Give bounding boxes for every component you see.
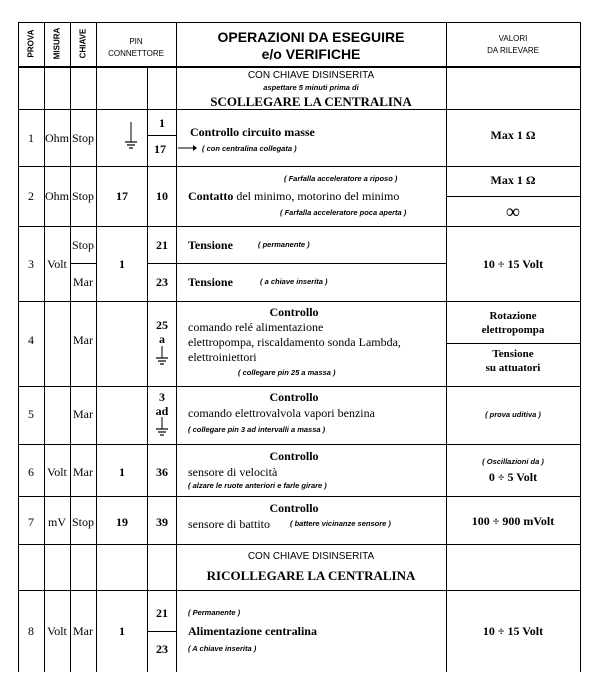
section-end-line1: CON CHIAVE DISINSERITA [247, 551, 375, 562]
row-divider [18, 66, 581, 68]
row5-title: Controllo [269, 390, 319, 404]
row4-line2: elettropompa, riscaldamento sonda Lambda, [188, 335, 401, 349]
ground-icon [155, 417, 169, 439]
header-valori: VALORI [498, 34, 528, 43]
row6-title: Controllo [269, 449, 319, 463]
row3-note1: ( permanente ) [258, 240, 310, 249]
row8-value: 10 ÷ 15 Volt [482, 624, 544, 638]
row7-misura: mV [48, 515, 66, 529]
row1-pin-b: 17 [154, 142, 166, 156]
row2-note1: ( Farfalla acceleratore a riposo ) [284, 174, 398, 183]
header-rilevare: DA RILEVARE [487, 46, 539, 55]
row3-chiave-b: Mar [73, 275, 93, 289]
row1-prova: 1 [28, 131, 34, 145]
row4-pin-1: 25 [156, 318, 168, 332]
row4-note: ( collegare pin 25 a massa ) [238, 368, 336, 377]
row6-pin-b: 36 [156, 465, 168, 479]
row4-line3: elettroiniettori [188, 350, 257, 364]
header-connettore: CONNETTORE [108, 49, 164, 58]
row6-value1: ( Oscillazioni da ) [482, 457, 544, 466]
section-start-line1: CON CHIAVE DISINSERITA [247, 70, 375, 81]
row4-value1-a: Rotazione [489, 310, 537, 322]
col-divider [96, 22, 97, 672]
row1-operation: Controllo circuito masse [190, 125, 315, 139]
row3-op2: Tensione [188, 275, 233, 289]
col-divider [147, 66, 148, 672]
row3-prova: 3 [28, 257, 34, 271]
row-divider [18, 496, 581, 497]
row6-pin-a: 1 [119, 465, 125, 479]
row3-op1: Tensione [188, 238, 233, 252]
header-pin: PIN [129, 37, 143, 46]
row5-note: ( collegare pin 3 ad intervalli a massa ) [188, 425, 326, 434]
row8-pin-a: 1 [119, 624, 125, 638]
row6-value2: 0 ÷ 5 Volt [488, 470, 538, 484]
row3-pin-a: 1 [119, 257, 125, 271]
col-divider [446, 22, 447, 672]
row3-chiave-a: Stop [71, 238, 95, 252]
row6-misura: Volt [47, 465, 67, 479]
col-divider [70, 22, 71, 672]
row2-value1: Max 1 Ω [490, 173, 536, 187]
row1-pin-a: 1 [159, 116, 165, 130]
row-divider [18, 226, 581, 227]
row2-value2: ∞ [505, 201, 521, 223]
row-divider [18, 109, 581, 110]
row7-line1: sensore di battito [188, 517, 270, 531]
row8-note1: ( Permanente ) [188, 608, 241, 617]
row6-note: ( alzare le ruote anteriori e farle girare ) [188, 481, 327, 490]
section-end-line2: RICOLLEGARE LA CENTRALINA [206, 568, 416, 583]
row-divider [18, 444, 581, 445]
row2-pin-a: 17 [116, 189, 128, 203]
sub-divider [446, 196, 581, 197]
row3-note2: ( a chiave inserita ) [260, 277, 328, 286]
row1-note: ( con centralina collegata ) [202, 144, 297, 153]
row1-value: Max 1 Ω [490, 128, 536, 142]
row7-pin-b: 39 [156, 515, 168, 529]
arrow-icon [178, 144, 198, 152]
row1-chiave: Stop [71, 131, 95, 145]
header-chiave: CHIAVE [78, 28, 88, 59]
row4-line1: comando relé alimentazione [188, 320, 324, 334]
row8-prova: 8 [28, 624, 34, 638]
sub-divider [446, 343, 581, 344]
row8-pin-b1: 21 [156, 606, 168, 620]
row-divider [18, 301, 581, 302]
row2-operation [188, 190, 399, 202]
row8-operation: Alimentazione centralina [188, 624, 317, 638]
row6-prova: 6 [28, 465, 34, 479]
row3-misura: Volt [47, 257, 67, 271]
row-divider [18, 590, 581, 591]
sub-divider [147, 263, 446, 264]
row5-value: ( prova uditiva ) [485, 410, 541, 419]
col-divider [44, 22, 45, 672]
row7-prova: 7 [28, 515, 34, 529]
row5-chiave: Mar [73, 407, 93, 421]
row4-value2-a: Tensione [492, 348, 534, 360]
row5-pin-1: 3 [159, 390, 165, 404]
row2-operation-rest: del minimo, motorino del minimo [233, 189, 400, 203]
header-operazioni: OPERAZIONI DA ESEGUIRE [217, 29, 405, 45]
row8-misura: Volt [47, 624, 67, 638]
row4-value1-b: elettropompa [481, 324, 545, 336]
row6-line1: sensore di velocità [188, 465, 278, 479]
sub-divider [70, 263, 96, 264]
row3-pin-b1: 21 [156, 238, 168, 252]
row7-title: Controllo [269, 501, 319, 515]
ground-icon [155, 346, 169, 368]
row2-pin-b: 10 [156, 189, 168, 203]
row2-operation-bold: Contatto [188, 189, 234, 203]
row2-misura: Ohm [45, 189, 69, 203]
row8-note2: ( A chiave inserita ) [188, 644, 257, 653]
row4-prova: 4 [28, 333, 34, 347]
row7-pin-a: 19 [116, 515, 128, 529]
row5-prova: 5 [28, 407, 34, 421]
row4-title: Controllo [269, 305, 319, 319]
row1-misura: Ohm [45, 131, 69, 145]
section-start-line3: SCOLLEGARE LA CENTRALINA [210, 94, 412, 109]
row2-prova: 2 [28, 189, 34, 203]
row5-pin-2: ad [155, 404, 169, 418]
row8-chiave: Mar [73, 624, 93, 638]
row5-line1: comando elettrovalvola vapori benzina [188, 406, 375, 420]
row4-pin-2: a [159, 332, 165, 346]
section-start-line2: aspettare 5 minuti prima di [263, 83, 359, 92]
row4-chiave: Mar [73, 333, 93, 347]
row7-value: 100 ÷ 900 mVolt [471, 514, 555, 528]
header-misura: MISURA [52, 27, 62, 60]
row-divider [18, 386, 581, 387]
row4-value2-b: su attuatori [485, 362, 541, 374]
col-divider [176, 22, 177, 672]
diagnostic-table [18, 22, 581, 672]
row3-value: 10 ÷ 15 Volt [482, 257, 544, 271]
row3-pin-b2: 23 [156, 275, 168, 289]
sub-divider [147, 135, 177, 136]
row-divider [18, 166, 581, 167]
sub-divider [147, 631, 177, 632]
row7-note: ( battere vicinanze sensore ) [290, 519, 391, 528]
row-divider [18, 544, 581, 545]
header-verifiche: e/o VERIFICHE [261, 46, 361, 62]
row2-chiave: Stop [71, 189, 95, 203]
row2-note2: ( Farfalla acceleratore poca aperta ) [280, 208, 407, 217]
row8-pin-b2: 23 [156, 642, 168, 656]
row7-chiave: Stop [71, 515, 95, 529]
row6-chiave: Mar [73, 465, 93, 479]
header-prova: PROVA [26, 29, 36, 58]
ground-icon [124, 122, 138, 152]
